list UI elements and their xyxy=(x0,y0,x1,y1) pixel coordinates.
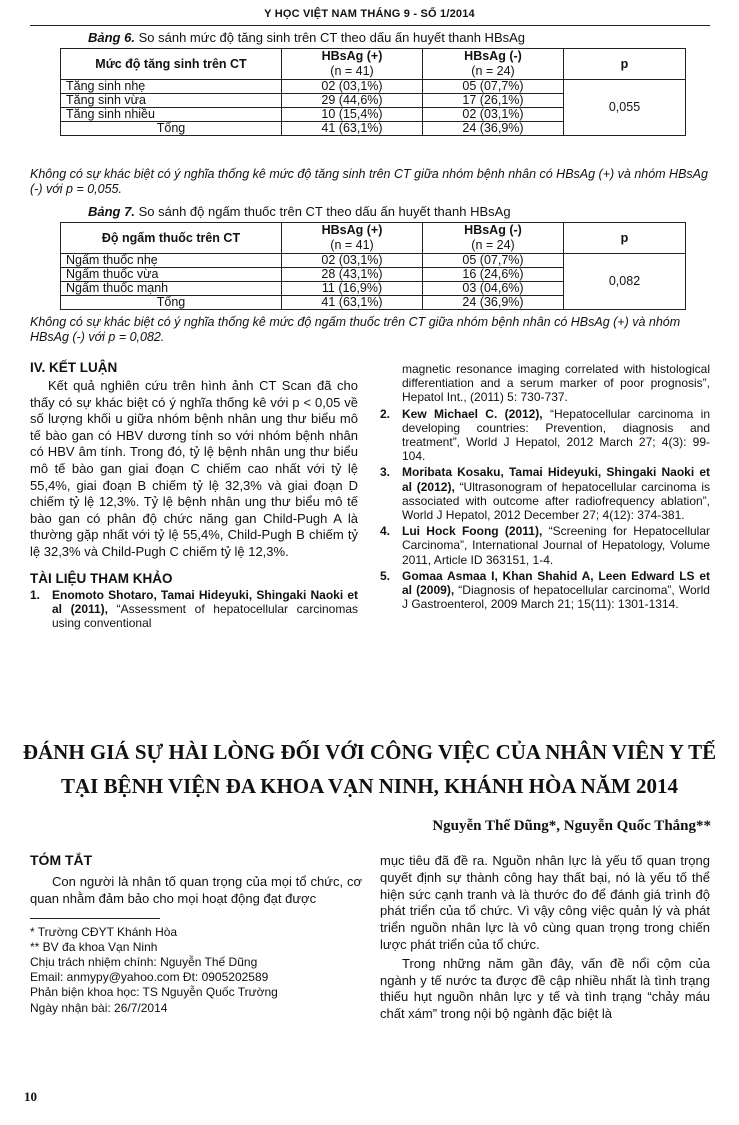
reference-item xyxy=(380,407,710,464)
table7-col2-header xyxy=(282,223,423,254)
reference-rest: “Hepatocellular carcinoma in developing countries: Prevention, diagnosis and treatment”, World J Hepatol, 2012 March 27; 4(3): 99-104. xyxy=(402,406,710,464)
row-label: Ngấm thuốc nhẹ xyxy=(61,254,282,268)
cell-neg: 16 (24,6%) xyxy=(423,268,564,282)
article-title-line2: TẠI BỆNH VIỆN ĐA KHOA VẠN NINH, KHÁNH HÒA NĂM 2014 xyxy=(60,774,679,798)
total-label: Tổng xyxy=(61,122,282,136)
total-neg: 24 (36,9%) xyxy=(423,122,564,136)
table-header-row xyxy=(61,49,686,80)
total-label: Tổng xyxy=(61,296,282,310)
summary-right-column xyxy=(380,853,710,1023)
table6-caption-text: So sánh mức độ tăng sinh trên CT theo dấu ấn huyết thanh HBsAg xyxy=(138,30,526,45)
table-row xyxy=(61,254,686,268)
affiliation-line: * Trường CĐYT Khánh Hòa xyxy=(30,924,178,939)
cell-neg: 05 (07,7%) xyxy=(423,80,564,94)
table6-col3-header xyxy=(423,49,564,80)
cell-pos: 02 (03,1%) xyxy=(282,254,423,268)
table-header-row xyxy=(61,223,686,254)
table6-col1-header: Mức độ tăng sinh trên CT xyxy=(61,49,282,80)
reference-text xyxy=(402,524,710,567)
summary-right-paragraph2: Trong những năm gần đây, vấn đề nổi cộm của ngành y tế nước ta được đề cập nhiều nhất là tình trạng thiếu hụt nguồn nhân lực y tế và tình trạng “chảy máu chất xám” trong nội bộ ngành đặc biệt là xyxy=(380,955,710,1022)
cell-pos: 10 (15,4%) xyxy=(282,108,423,122)
summary-left-column xyxy=(30,852,362,1016)
page-number: 10 xyxy=(24,1089,37,1104)
table6-col2-header xyxy=(282,49,423,80)
col3-label: HBsAg (-) xyxy=(464,223,522,237)
reference-item xyxy=(380,569,710,612)
col2-n: (n = 41) xyxy=(330,238,374,252)
col2-n: (n = 41) xyxy=(330,64,374,78)
article-title xyxy=(20,735,719,803)
reference-authors: Lui Hock Foong (2011), xyxy=(402,524,543,539)
col2-label: HBsAg (+) xyxy=(321,49,383,63)
table-row xyxy=(61,80,686,94)
total-neg: 24 (36,9%) xyxy=(423,296,564,310)
cell-neg: 05 (07,7%) xyxy=(423,254,564,268)
table6-note: Không có sự khác biệt có ý nghĩa thống kê mức độ tăng sinh trên CT giữa nhóm bệnh nhân có HBsAg (+) và nhóm HBsAg (-) với p = 0,055. xyxy=(30,167,708,196)
p-value: 0,082 xyxy=(564,254,686,310)
table7-note: Không có sự khác biệt có ý nghĩa thống kê mức độ ngấm thuốc trên CT giữa nhóm bệnh nhân có HBsAg (+) và nhóm HBsAg (-) với p = 0,082. xyxy=(30,315,681,344)
reference-number: 1. xyxy=(30,587,41,602)
article-title-line1: ĐÁNH GIÁ SỰ HÀI LÒNG ĐỐI VỚI CÔNG VIỆC CỦA NHÂN VIÊN Y TẾ xyxy=(22,740,717,764)
cell-pos: 02 (03,1%) xyxy=(282,80,423,94)
table7-caption-label: Bảng 7. xyxy=(88,204,135,219)
row-label: Tăng sinh nhiều xyxy=(61,108,282,122)
conclusion-body: Kết quả nghiên cứu trên hình ảnh CT Scan đã cho thấy có sự khác biệt có ý nghĩa thống kê với p < 0,05 về số lượng khối u giữa nhóm bệnh nhân ung thư biểu mô tế bào gan có HBV dương tính so với nhóm bệnh nhân có HBV âm tính. Trong đó, tỷ lệ bệnh nhân ung thư biểu mô tế bào gan giai đoạn C chiếm cao nhất với tỷ lệ 55,4%, giai đoạn B chiếm tỷ lệ 32,3% và giai đoạn D chiếm tỷ lệ 12,3%. Tỷ lệ bệnh nhân ung thư biểu mô tế bào gan có phân độ chức năng gan Child-Pugh A là thường gặp nhất với tỷ lệ 55,4%, Child-Pugh B chiếm tỷ lệ 32,3% và Child-Pugh C chiếm tỷ lệ 12,3%. xyxy=(30,378,358,559)
summary-left-text: Con người là nhân tố quan trọng của mọi tổ chức, cơ quan nhằm đảm bảo cho mọi hoạt động đạt được xyxy=(30,874,362,906)
cell-pos: 29 (44,6%) xyxy=(282,94,423,108)
references-heading: TÀI LIỆU THAM KHẢO xyxy=(30,570,173,586)
running-header: Y HỌC VIỆT NAM THÁNG 9 - SỐ 1/2014 xyxy=(264,8,475,20)
reference-rest: “Ultrasonogram of hepatocellular carcinoma is associated with outcome after radiofrequency ablation”, World J Hepatol, 2012 December 27; 4(12): 374-381. xyxy=(402,479,710,523)
col3-n: (n = 24) xyxy=(471,64,515,78)
reference-text xyxy=(402,407,710,464)
reference-item xyxy=(380,465,710,522)
col3-label: HBsAg (-) xyxy=(464,49,522,63)
p-value: 0,055 xyxy=(564,80,686,136)
row-label: Ngấm thuốc vừa xyxy=(61,268,282,282)
summary-right-paragraph1: mục tiêu đã đề ra. Nguồn nhân lực là yếu tố quan trọng quyết định sự thành công hay thất bại, nó là yếu tố thể hiện sức cạnh tranh và là thước đo để đánh giá trình độ phát triển của tổ chức. Vì vậy công việc quản lý và phát triển nguồn nhân lực là vô cùng quan trọng trong chiến lược phát triển của tổ chức. xyxy=(380,853,710,952)
affiliation-line: Chịu trách nhiệm chính: Nguyễn Thế Dũng xyxy=(30,955,258,969)
reference-authors: Enomoto Shotaro, Tamai Hideyuki, Shingaki Naoki et al (2011), xyxy=(52,587,358,616)
reference-text xyxy=(402,465,710,522)
reference-item xyxy=(30,588,358,631)
reference-rest: “Assessment of hepatocellular carcinomas using conventional xyxy=(52,601,358,630)
reference-authors: Moribata Kosaku, Tamai Hideyuki, Shingaki Naoki et al (2012), xyxy=(402,465,710,494)
reference-number: 3. xyxy=(380,465,391,480)
conclusion-heading: IV. KẾT LUẬN xyxy=(30,360,118,375)
table6-col4-header: p xyxy=(564,49,686,80)
affiliation-line: Email: anmypy@yahoo.com Đt: 0905202589 xyxy=(30,970,269,985)
affiliations xyxy=(30,925,362,1016)
reference-rest: “Screening for Hepatocellular Carcinoma”, International Journal of Hepatology, Volume 2011, Article ID 363151, 1-4. xyxy=(402,524,710,567)
cell-neg: 17 (26,1%) xyxy=(423,94,564,108)
reference-number: 4. xyxy=(380,524,391,539)
table7-caption-text: So sánh độ ngấm thuốc trên CT theo dấu ấn huyết thanh HBsAg xyxy=(138,204,511,219)
summary-heading: TÓM TẮT xyxy=(30,852,93,868)
article-authors: Nguyễn Thế Dũng*, Nguyễn Quốc Thắng** xyxy=(432,818,711,834)
table7-col1-header: Độ ngấm thuốc trên CT xyxy=(61,223,282,254)
affiliation-line: ** BV đa khoa Vạn Ninh xyxy=(30,939,158,954)
table6-caption-label: Bảng 6. xyxy=(88,30,135,45)
right-column xyxy=(380,362,710,611)
footnote-rule xyxy=(30,918,160,919)
left-column xyxy=(30,360,358,630)
reference-rest: “Diagnosis of hepatocellular carcinoma”, World J Gastroenterol, 2009 March 21; 15(11): 1301-1314. xyxy=(402,583,710,612)
reference-text xyxy=(52,588,358,631)
reference-number: 5. xyxy=(380,568,391,583)
reference-authors: Kew Michael C. (2012), xyxy=(402,406,543,421)
reference-item xyxy=(380,524,710,567)
col3-n: (n = 24) xyxy=(471,238,515,252)
row-label: Tăng sinh vừa xyxy=(61,94,282,108)
table7-col4-header: p xyxy=(564,223,686,254)
reference-continuation: magnetic resonance imaging correlated with histological differentiation and a serum marker of poor prognosis”, Hepatol Int., (2011) 5: 730-737. xyxy=(402,362,710,405)
row-label: Tăng sinh nhẹ xyxy=(61,80,282,94)
affiliation-line: Ngày nhận bài: 26/7/2014 xyxy=(30,1000,168,1015)
affiliation-line: Phản biện khoa học: TS Nguyễn Quốc Trường xyxy=(30,985,278,1000)
table7-col3-header xyxy=(423,223,564,254)
col2-label: HBsAg (+) xyxy=(321,223,383,237)
total-pos: 41 (63,1%) xyxy=(282,122,423,136)
table7 xyxy=(60,222,686,310)
header-rule xyxy=(30,25,710,26)
reference-number: 2. xyxy=(380,406,391,421)
total-pos: 41 (63,1%) xyxy=(282,296,423,310)
row-label: Ngấm thuốc mạnh xyxy=(61,282,282,296)
table6-caption xyxy=(88,30,525,45)
table7-caption xyxy=(88,204,511,219)
cell-neg: 03 (04,6%) xyxy=(423,282,564,296)
cell-pos: 28 (43,1%) xyxy=(282,268,423,282)
table6 xyxy=(60,48,686,136)
cell-pos: 11 (16,9%) xyxy=(282,282,423,296)
reference-text xyxy=(402,569,710,612)
reference-authors: Gomaa Asmaa I, Khan Shahid A, Leen Edward LS et al (2009), xyxy=(402,568,710,598)
cell-neg: 02 (03,1%) xyxy=(423,108,564,122)
